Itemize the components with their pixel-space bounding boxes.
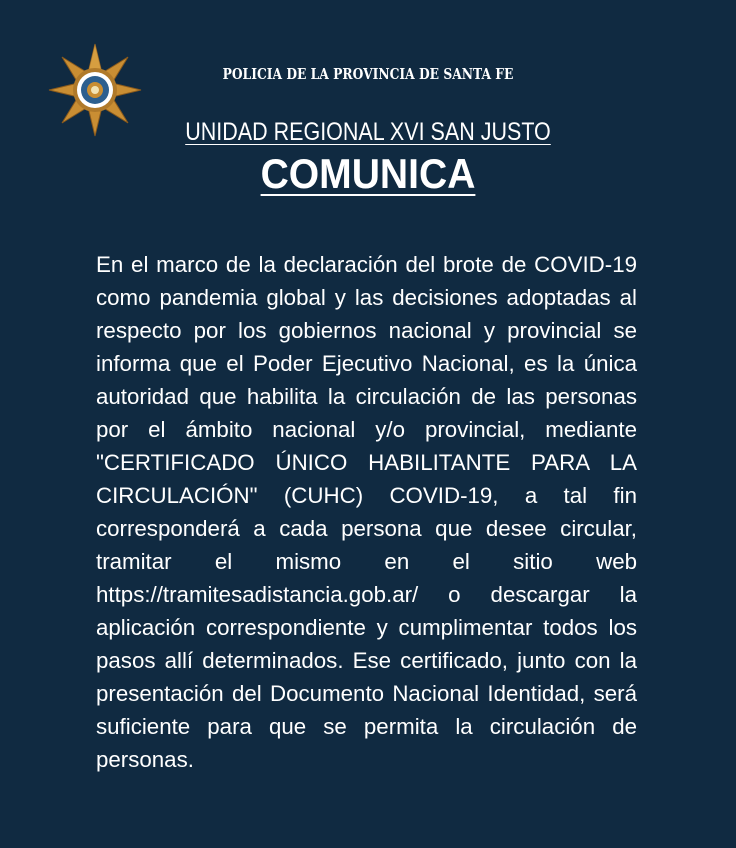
announcement-title — [82, 150, 655, 198]
announcement-title-text: COMUNICA — [260, 150, 476, 197]
announcement-body: En el marco de la declaración del brote de COVID-19 como pandemia global y las decisiones adoptadas al respecto por los gobiernos nacional y provincial se informa que el Poder Ejecutivo Nacional, es la única autoridad que habilita la circulación de las personas por el ámbito nacional y/o provincial, mediante "CERTIFICADO ÚNICO HABILITANTE PARA LA CIRCULACIÓN" (CUHC) COVID-19, a tal fin corresponderá a cada persona que desee circular, tramitar el mismo en el sitio web https://tramitesadistancia.gob.ar/ o descargar la aplicación correspondiente y cumplimentar todos los pasos allí determinados. Ese certificado, junto con la presentación del Documento Nacional Identidad, será suficiente para que se permita la circulación de personas. — [96, 252, 637, 772]
unit-name-text: UNIDAD REGIONAL XVI SAN JUSTO — [185, 118, 551, 146]
unit-name — [103, 118, 633, 147]
organization-name: POLICIA DE LA PROVINCIA DE SANTA FE — [222, 65, 514, 83]
